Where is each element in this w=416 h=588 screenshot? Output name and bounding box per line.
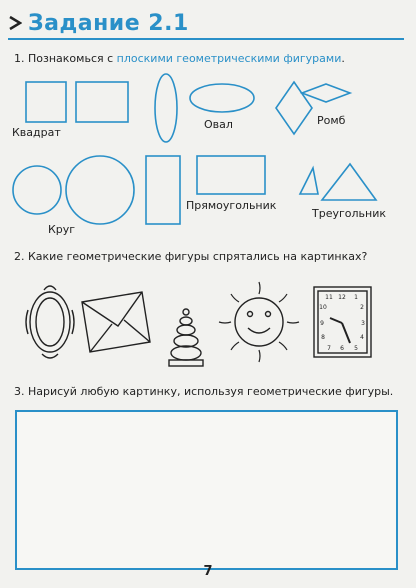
label-circle: Круг [48, 223, 76, 236]
task-2-text: 2. Какие геометрические фигуры спрятались на картинках? [14, 250, 368, 263]
clock-numeral-5: 5 [354, 345, 358, 352]
clock-numeral-11: 11 [325, 294, 333, 301]
clock-numeral-7: 7 [327, 345, 331, 352]
label-square: Квадрат [12, 126, 61, 139]
task-3-text: 3. Нарисуй любую картинку, используя геометрические фигуры. [14, 385, 394, 398]
drawing-area[interactable] [15, 410, 398, 570]
triangle-large-shape [322, 164, 376, 200]
pyramid-toy-picture [169, 309, 203, 366]
oval-horizontal-shape [190, 84, 254, 112]
rectangle-vertical-shape [146, 156, 180, 224]
sun-picture [219, 282, 299, 362]
envelope-picture [82, 292, 150, 352]
square-shape [26, 82, 66, 122]
rectangle-horizontal-shape [197, 156, 265, 194]
task-1-text-after: . [341, 52, 345, 65]
page-title: Задание 2.1 [28, 10, 189, 36]
clock-numeral-8: 8 [321, 334, 325, 341]
label-rhombus: Ромб [317, 114, 346, 127]
task-1-number: 1. [14, 52, 25, 65]
page-number: 7 [203, 564, 213, 579]
clock-numeral-1: 1 [354, 294, 358, 301]
clock-numeral-6: 6 [340, 345, 344, 352]
circle-large-shape [66, 156, 134, 224]
label-triangle: Треугольник [312, 207, 386, 220]
triangle-small-shape [300, 168, 318, 194]
label-oval: Овал [204, 118, 233, 131]
mirror-picture [26, 286, 74, 358]
clock-numeral-9: 9 [320, 320, 324, 327]
clock-numeral-12: 12 [338, 294, 346, 301]
rhombus-horizontal-shape [302, 84, 350, 102]
square-shape-2 [76, 82, 128, 122]
clock-numeral-4: 4 [360, 334, 364, 341]
rhombus-vertical-shape [276, 82, 312, 134]
clock-numeral-3: 3 [361, 320, 365, 327]
clock-numeral-2: 2 [360, 304, 364, 311]
task-1-text-before: Познакомься с [28, 52, 117, 65]
label-rectangle: Прямоугольник [186, 199, 277, 212]
task-1-highlight: плоскими геометрическими фигурами [116, 52, 342, 65]
circle-small-shape [13, 166, 61, 214]
clock-numeral-10: 10 [319, 304, 327, 311]
oval-vertical-shape [155, 74, 177, 142]
